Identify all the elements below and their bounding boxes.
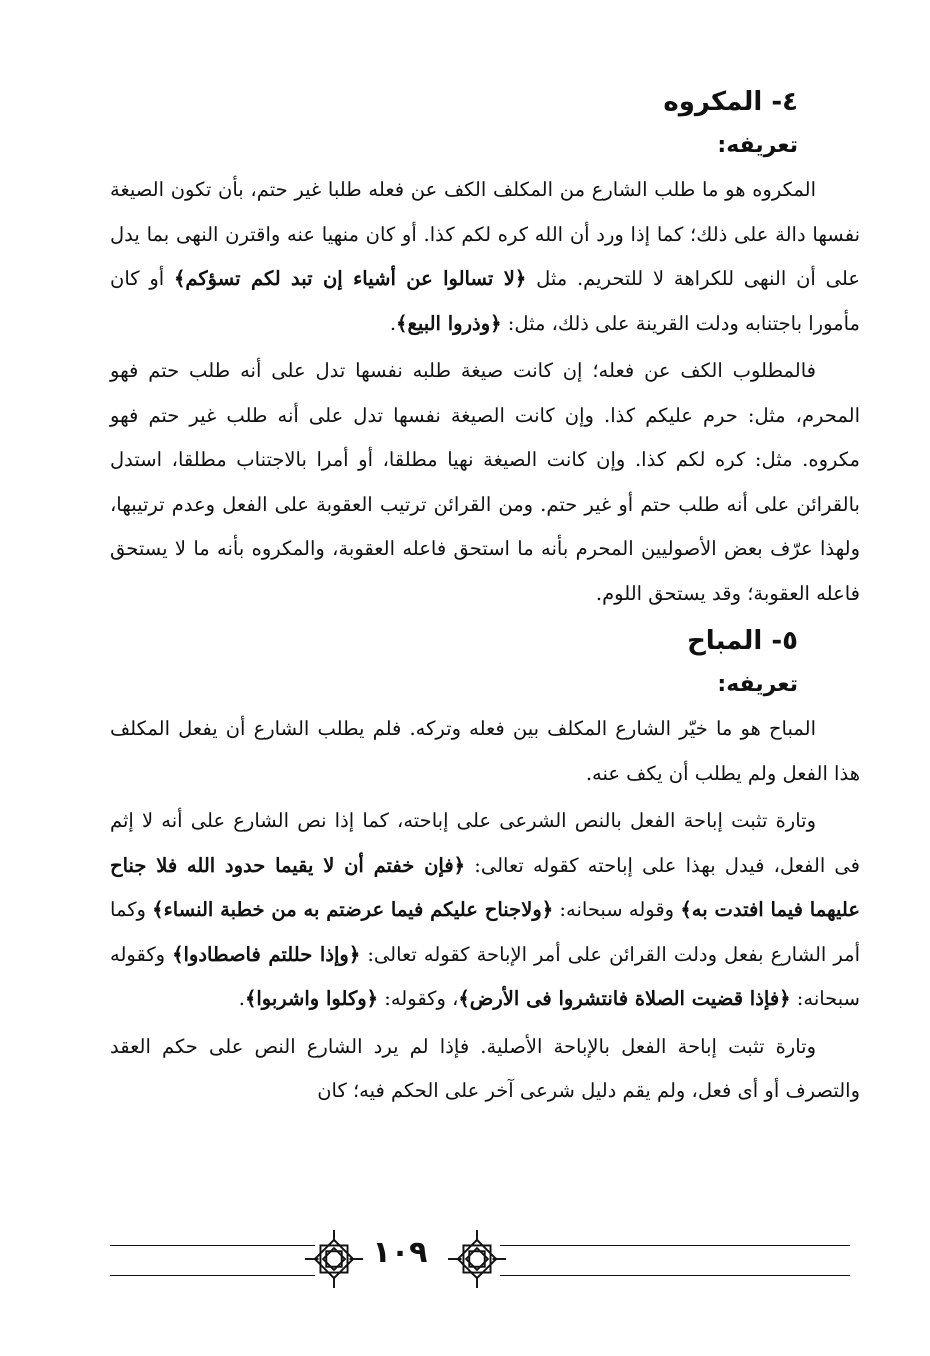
- quran-quote: ﴿وإذا حللتم فاصطادوا﴾: [172, 942, 361, 966]
- text-run: وتارة تثبت إباحة الفعل بالنص الشرعى على إباحته، كما إذا نص الشارع على أنه لا إثم فى الفعل، فيدل بهذا على إباحته كقوله تعالى:: [110, 809, 860, 877]
- text-run: المكروه هو ما طلب الشارع من المكلف الكف عن فعله طلبا غير حتم، بأن تكون الصيغة نفسها دالة على ذلك؛ كما إذا ورد أن الله كره لكم كذا. أو كان منهيا عنه واقترن النهى بما يدل على أن النهى للكراهة لا للتحريم. مثل: [110, 178, 860, 290]
- quran-quote: ﴿فإن خفتم أن لا يقيما حدود الله فلا جناح عليهما فيما افتدت به﴾: [110, 853, 860, 921]
- quran-quote: ﴿لا تسالوا عن أشياء إن تبد لكم تسؤكم﴾: [173, 267, 527, 290]
- section-heading: ٥- المباح: [687, 626, 798, 656]
- star-ornament-icon: [305, 1230, 363, 1288]
- definition-subheading: تعريفه:: [717, 672, 798, 697]
- star-ornament-icon: [448, 1230, 506, 1288]
- text-run: أو كان مأمورا باجتنابه ودلت القرينة على ذلك، مثل:: [110, 267, 860, 335]
- text-run: المباح هو ما خيّر الشارع المكلف بين فعله وتركه. فلم يطلب الشارع أن يفعل المكلف هذا الفعل ولم يطلب أن يكف عنه.: [110, 717, 860, 785]
- text-run: ، وكقوله:: [378, 987, 459, 1010]
- text-run: فالمطلوب الكف عن فعله؛ إن كانت صيغة طلبه نفسها تدل على أنه طلب حتم فهو المحرم، مثل: حرم عليكم كذا. وإن كانت الصيغة نفسها تدل على أنه طلب غير حتم فهو مكروه. مثل: كره لكم كذا. وإن كانت الصيغة نهيا مطلقا، أو أمرا بالاجتناب مطلقا، استدل بالقرائن على أنه طلب حتم أو غير حتم. ومن القرائن ترتيب العقوبة على الفعل وعدم ترتيبها، ولهذا عرّف بعض الأصوليين المحرم بأنه ما استحق فاعله العقوبة، والمكروه بأنه ما لا يستحق فاعله العقوبة؛ وقد يستحق اللوم.: [110, 359, 860, 605]
- text-run: وقوله سبحانه:: [553, 898, 681, 921]
- paragraph: [110, 349, 860, 616]
- text-run: وكقوله سبحانه:: [110, 942, 860, 1010]
- text-run: .: [238, 987, 245, 1010]
- page-number: ١٠٩: [372, 1235, 428, 1270]
- paragraph: [110, 707, 860, 796]
- section-mubah: [110, 619, 860, 1114]
- quran-quote: ﴿وكلوا واشربوا﴾: [244, 987, 379, 1010]
- quran-quote: ﴿فإذا قضيت الصلاة فانتشروا فى الأرض﴾: [458, 987, 791, 1010]
- paragraph: [110, 1025, 860, 1114]
- quran-quote: ﴿ولاجناح عليكم فيما عرضتم به من خطبة النساء﴾: [152, 898, 554, 921]
- text-run: .: [389, 311, 397, 335]
- definition-subheading: تعريفه:: [717, 133, 798, 158]
- page-body: [110, 80, 860, 1117]
- text-run: وتارة تثبت إباحة الفعل بالإباحة الأصلية. فإذا لم يرد الشارع النص على حكم العقد والتصرف أو أى فعل، ولم يقم دليل شرعى آخر على الحكم فيه؛ كان: [110, 1034, 860, 1102]
- section-heading: ٤- المكروه: [663, 87, 798, 117]
- page-footer: [110, 1225, 860, 1295]
- footer-rule: [500, 1275, 850, 1276]
- footer-rule: [110, 1275, 315, 1276]
- quran-quote: ﴿وذروا البيع﴾: [396, 311, 502, 335]
- footer-rule: [500, 1245, 850, 1246]
- paragraph: [110, 168, 860, 346]
- paragraph: [110, 799, 860, 1022]
- text-run: وكما أمر الشارع بفعل ودلت القرائن على أمر الإباحة كقوله تعالى:: [110, 898, 860, 966]
- section-makruh: [110, 80, 860, 616]
- footer-rule: [110, 1245, 315, 1246]
